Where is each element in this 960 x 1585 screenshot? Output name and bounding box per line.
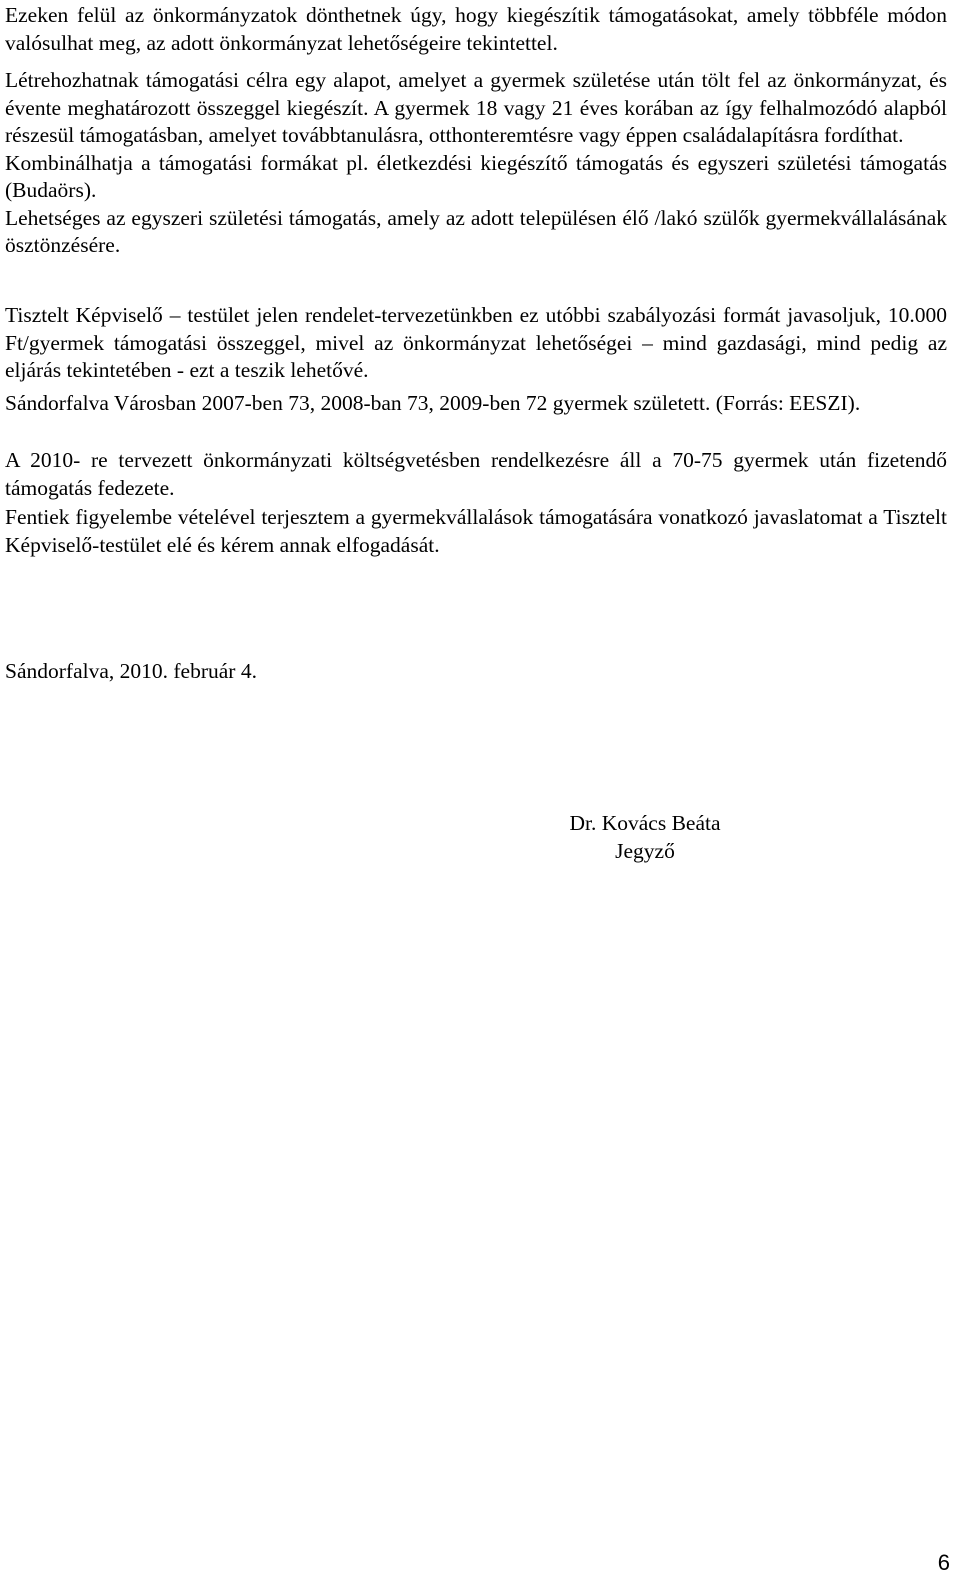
paragraph-supplementary-support: Ezeken felül az önkormányzatok dönthetnek úgy, hogy kiegészítik támogatásokat, amely többféle módon valósulhat meg, az adott önkormányzat lehetőségeire tekintettel. [5, 3, 947, 55]
page-number: 6 [937, 1550, 950, 1575]
paragraph-submission: Fentiek figyelembe vételével terjesztem a gyermekvállalások támogatására vonatkozó javaslatomat a Tisztelt Képviselő-testület elé és kérem annak elfogadását. [5, 505, 947, 557]
support-form-combined: Kombinálhatja a támogatási formákat pl. életkezdési kiegészítő támogatás és egyszeri születési támogatás (Budaörs). [5, 150, 947, 202]
signatory-name: Dr. Kovács Beáta [569, 811, 721, 835]
paragraph-proposal: Tisztelt Képviselő – testület jelen rendelet-tervezetünkben ez utóbbi szabályozási formát javasoljuk, 10.000 Ft/gyermek támogatási összeggel, mivel az önkormányzat lehetőségei – mind gazdasági, mind pedig az eljárás tekintetében - ezt a teszik lehetővé. [5, 303, 947, 382]
paragraph-support-forms [5, 67, 947, 260]
paragraph-budget: A 2010- re tervezett önkormányzati költségvetésben rendelkezésre áll a 70-75 gyermek után fizetendő támogatás fedezete. [5, 448, 947, 500]
place-and-date: Sándorfalva, 2010. február 4. [5, 659, 257, 683]
support-form-fund: Létrehozhatnak támogatási célra egy alapot, amelyet a gyermek születése után tölt fel az önkormányzat, és évente meghatározott összeggel kiegészít. A gyermek 18 vagy 21 éves korában az így felhalmozódó alapból részesül támogatásban, amelyet továbbtanulásra, otthonteremtésre vagy éppen családalapításra fordíthat. [5, 68, 947, 147]
signatory-title: Jegyző [615, 838, 675, 863]
paragraph-birth-statistics: Sándorfalva Városban 2007-ben 73, 2008-ban 73, 2009-ben 72 gyermek született. (Forrás: EESZI). [5, 391, 861, 415]
signature-block [540, 810, 750, 865]
support-form-one-time: Lehetséges az egyszeri születési támogatás, amely az adott településen élő /lakó szülők gyermekvállalásának ösztönzésére. [5, 205, 947, 257]
